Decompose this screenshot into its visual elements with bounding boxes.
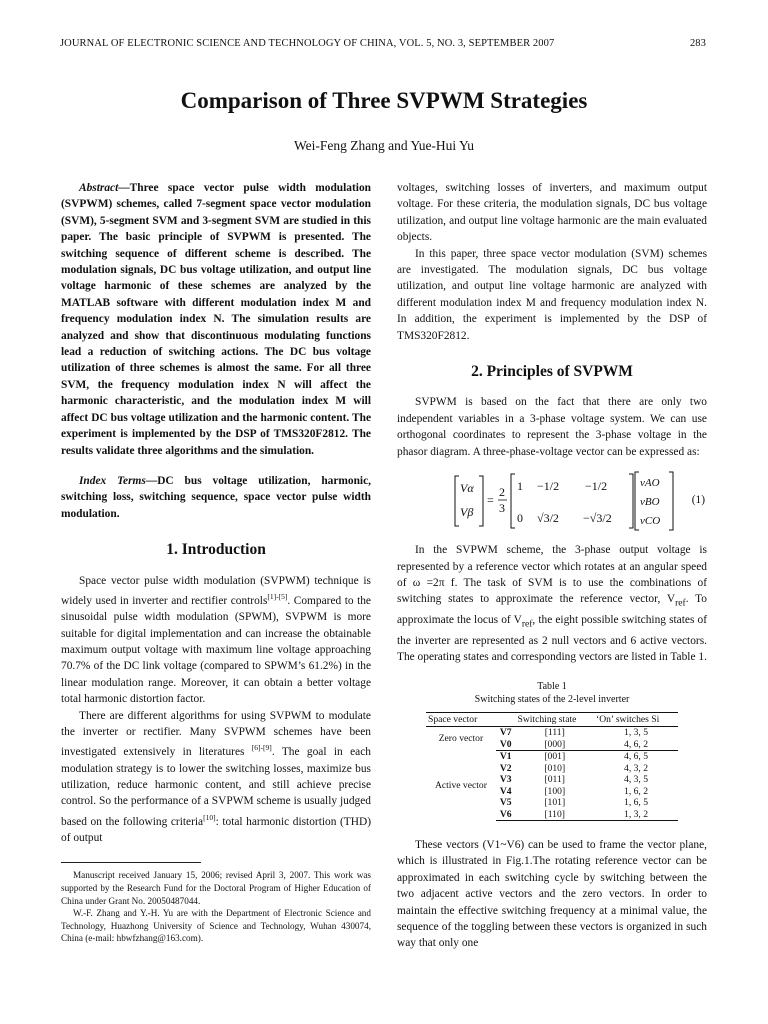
m23: −√3/2 (583, 511, 612, 526)
footnote-divider (61, 862, 201, 863)
table-cell: 4, 3, 5 (624, 774, 648, 785)
table-cell: V7 (499, 727, 512, 738)
principles-paragraph-2 (397, 542, 707, 665)
table-cell: V0 (496, 739, 516, 751)
intro-p1-text-cont: . Compared to the sinusoidal pulse width modulation (SPWM), SVPWM is more suitable for digital implementation and can increase the obtainable maximum output voltage with maximum line voltage approaching 70.7% of the DC link voltage (compared to SPWM’s 61.2%) in the linear modulation range. Moreover, it can obtain a better voltage total harmonic distortion factor. (61, 594, 371, 706)
abstract-text: —Three space vector pulse width modulation (SVPWM) schemes, called 7-segment space vector modulation (SVM), 5-segment SVM and 3-segment SVM are studied in this paper. The basic principle of SVPWM is presented. The switching sequence of different scheme is described. The modulation signals, DC bus voltage utilization, and output line voltage harmonic of these schemes are analyzed by the MATLAB software with different modulation index M and frequency modulation index N. The simulation results are analyzed and show that discontinuous modulating functions lead a reduction of switching actions. The DC bus voltage utilization of three schemes is almost the same. For all three SVM, the frequency modulation index N will affect the harmonic characteristic, and the modulation index M will affect DC bus voltage utilization and the harmonic content. The experiment is implemented by the DSP of TMS320F2812. The results validate three algorithms and the simulation. (61, 182, 371, 457)
journal-name: JOURNAL OF ELECTRONIC SCIENCE AND TECHNOLOGY OF CHINA, VOL. 5, NO. 3, SEPTEMBER 2007 (60, 38, 555, 49)
intro-p2-text: There are different algorithms for using SVPWM to modulate the inverter or rectifier. Many SVPWM schemes have been investigated extensively in literatures (61, 709, 371, 759)
intro-p1-text: Space vector pulse width modulation (SVPWM) technique is widely used in inverter and rectifier controls (61, 574, 371, 607)
running-header (60, 38, 706, 49)
table-cell: V6 (496, 809, 516, 821)
factor-numerator: 2 (499, 485, 505, 500)
table-cell: 1, 3, 2 (594, 809, 678, 821)
table-cell: [101] (544, 797, 566, 808)
intro-p2-text-cont: . The goal in each modulation strategy is to lower the switching losses, maximize bus utilization, reduce harmonic content, and still achieve precise control. So the performance of a SVPWM scheme is usually judged based on the following criteria (61, 746, 371, 828)
table-cell: 4, 6, 2 (594, 739, 678, 751)
index-terms (61, 473, 371, 522)
table-cell: V2 (499, 762, 512, 774)
table-cell: [110] (516, 809, 595, 821)
svg-text:=: = (487, 493, 494, 508)
m22: √3/2 (537, 511, 559, 526)
table-cell: V5 (499, 797, 512, 808)
intro-p2-text-end: : total harmonic distortion (THD) of output (61, 815, 371, 845)
table-cell: 1, 6, 5 (624, 797, 648, 808)
intro-continued-paragraph: voltages, switching losses of inverters, and maximum output voltage. For these criteria, the modulation signals, DC bus voltage utilization, and output line voltage harmonic are the main evaluated objects. (397, 182, 707, 244)
table-cell: [011] (544, 774, 565, 785)
intro-paragraph-2 (61, 708, 371, 847)
table-cell: V1 (499, 751, 512, 762)
citation: [10] (203, 812, 216, 822)
rhs-b: vBO (640, 496, 660, 509)
table-header: Switching state (516, 712, 595, 727)
group-label: Zero vector (438, 733, 484, 744)
principles-p2-text-end: , the eight possible switching states of the inverter are represented as 2 null vectors and 6 active vectors. The operating states and corresponding vectors are listed in Table 1. (397, 614, 707, 664)
intro-paragraph-3: In this paper, three space vector modulation (SVM) schemes are investigated. The modulation signals, DC bus voltage utilization, and output line voltage harmonic are analyzed with different modulation index M and frequency modulation index N. In addition, the experiment is implemented by the DSP of TMS320F2812. (397, 247, 707, 342)
table-cell: [000] (516, 739, 595, 751)
citation: [6]-[9] (251, 743, 272, 753)
table-header: Space vector (426, 712, 516, 727)
paper-authors: Wei-Feng Zhang and Yue-Hui Yu (293, 138, 475, 153)
equation-graphic (397, 470, 707, 532)
group-label: Active vector (434, 779, 487, 791)
index-terms-lead: Index Terms (79, 474, 146, 487)
table-row (426, 727, 678, 739)
rhs-a: vAO (640, 477, 660, 490)
table-cell: V3 (499, 774, 512, 785)
principles-p2-text-cont: . To approximate the locus of V (397, 593, 707, 626)
table-cell: [100] (544, 785, 566, 797)
m12: −1/2 (537, 479, 560, 494)
table-caption (397, 680, 707, 706)
footnote-affiliation: W.-F. Zhang and Y.-H. Yu are with the Department of Electronic Science and Technology, Huazhong University of Science and Technology, Wuhan 430074, China (e-mail: hbwfzhang@163.com). (61, 908, 371, 944)
table-cell: 4, 3, 2 (624, 762, 648, 774)
principles-paragraph-1: SVPWM is based on the fact that there are only two independent variables in a 3-phase voltage system. We can use orthogonal coordinates to represent the 3-phase voltage in the phasor diagram. A three-phase-voltage vector can be expressed as: (397, 396, 707, 458)
abstract (61, 180, 371, 459)
rhs-c: vCO (640, 515, 661, 528)
principles-heading: 2. Principles of SVPWM (471, 363, 633, 381)
factor-denominator: 3 (499, 501, 505, 516)
table-cell: [010] (544, 762, 566, 774)
table-number: Table 1 (537, 680, 567, 692)
footnote-manuscript: Manuscript received January 15, 2006; revised April 3, 2007. This work was supported by the Research Fund for the Doctoral Program of Higher Education of China under Grant No. 20050487044. (61, 870, 371, 906)
table-cell: 4, 6, 5 (624, 751, 648, 762)
introduction-heading: 1. Introduction (166, 541, 266, 559)
table-header: ‘On’ switches Si (594, 712, 678, 727)
lhs-top: Vα (460, 481, 474, 496)
left-column (61, 180, 371, 945)
table-cell: 1, 6, 2 (624, 785, 648, 797)
equation-1 (397, 470, 707, 532)
m13: −1/2 (585, 479, 608, 494)
table-cell: [111] (544, 727, 565, 738)
right-column (397, 180, 707, 952)
table-cell: [001] (544, 751, 566, 762)
switching-states-table (426, 712, 678, 822)
index-terms-text: —DC bus voltage utilization, harmonic, switching loss, switching sequence, space vector pulse width modulation. (61, 474, 371, 520)
equation-number: (1) (691, 494, 705, 507)
subscript: ref (675, 598, 686, 609)
table-title: Switching states of the 2-level inverter (474, 693, 630, 705)
footnote (61, 869, 371, 945)
paper-title: Comparison of Three SVPWM Strategies (180, 88, 588, 113)
table-cell: V4 (499, 785, 512, 797)
lhs-bottom: Vβ (460, 505, 474, 520)
principles-paragraph-3: These vectors (V1~V6) can be used to frame the vector plane, which is illustrated in Fig.1.The rotating reference vector can be approximated in each switching cycle by switching between the two adjacent active vectors and the zero vectors. In order to maintain the effective switching frequency at a minimal value, the sequence of the toggling between these vectors is organized in such way that only one (397, 839, 707, 950)
table-cell: 1, 3, 5 (624, 727, 648, 738)
table-header-row (426, 712, 678, 727)
citation: [1]-[5] (267, 591, 288, 601)
subscript: ref (521, 619, 533, 630)
principles-p2-text: In the SVPWM scheme, the 3-phase output voltage is represented by a reference vector which rotates at an angular speed of ω =2π f. The task of SVM is to use the combinations of switching states to approximate the reference vector, V (397, 544, 707, 606)
m21: 0 (517, 511, 523, 526)
table-row (426, 751, 678, 763)
page-number: 283 (689, 38, 706, 49)
abstract-lead: Abstract (79, 182, 119, 194)
intro-paragraph-1 (61, 573, 371, 708)
m11: 1 (517, 479, 523, 494)
